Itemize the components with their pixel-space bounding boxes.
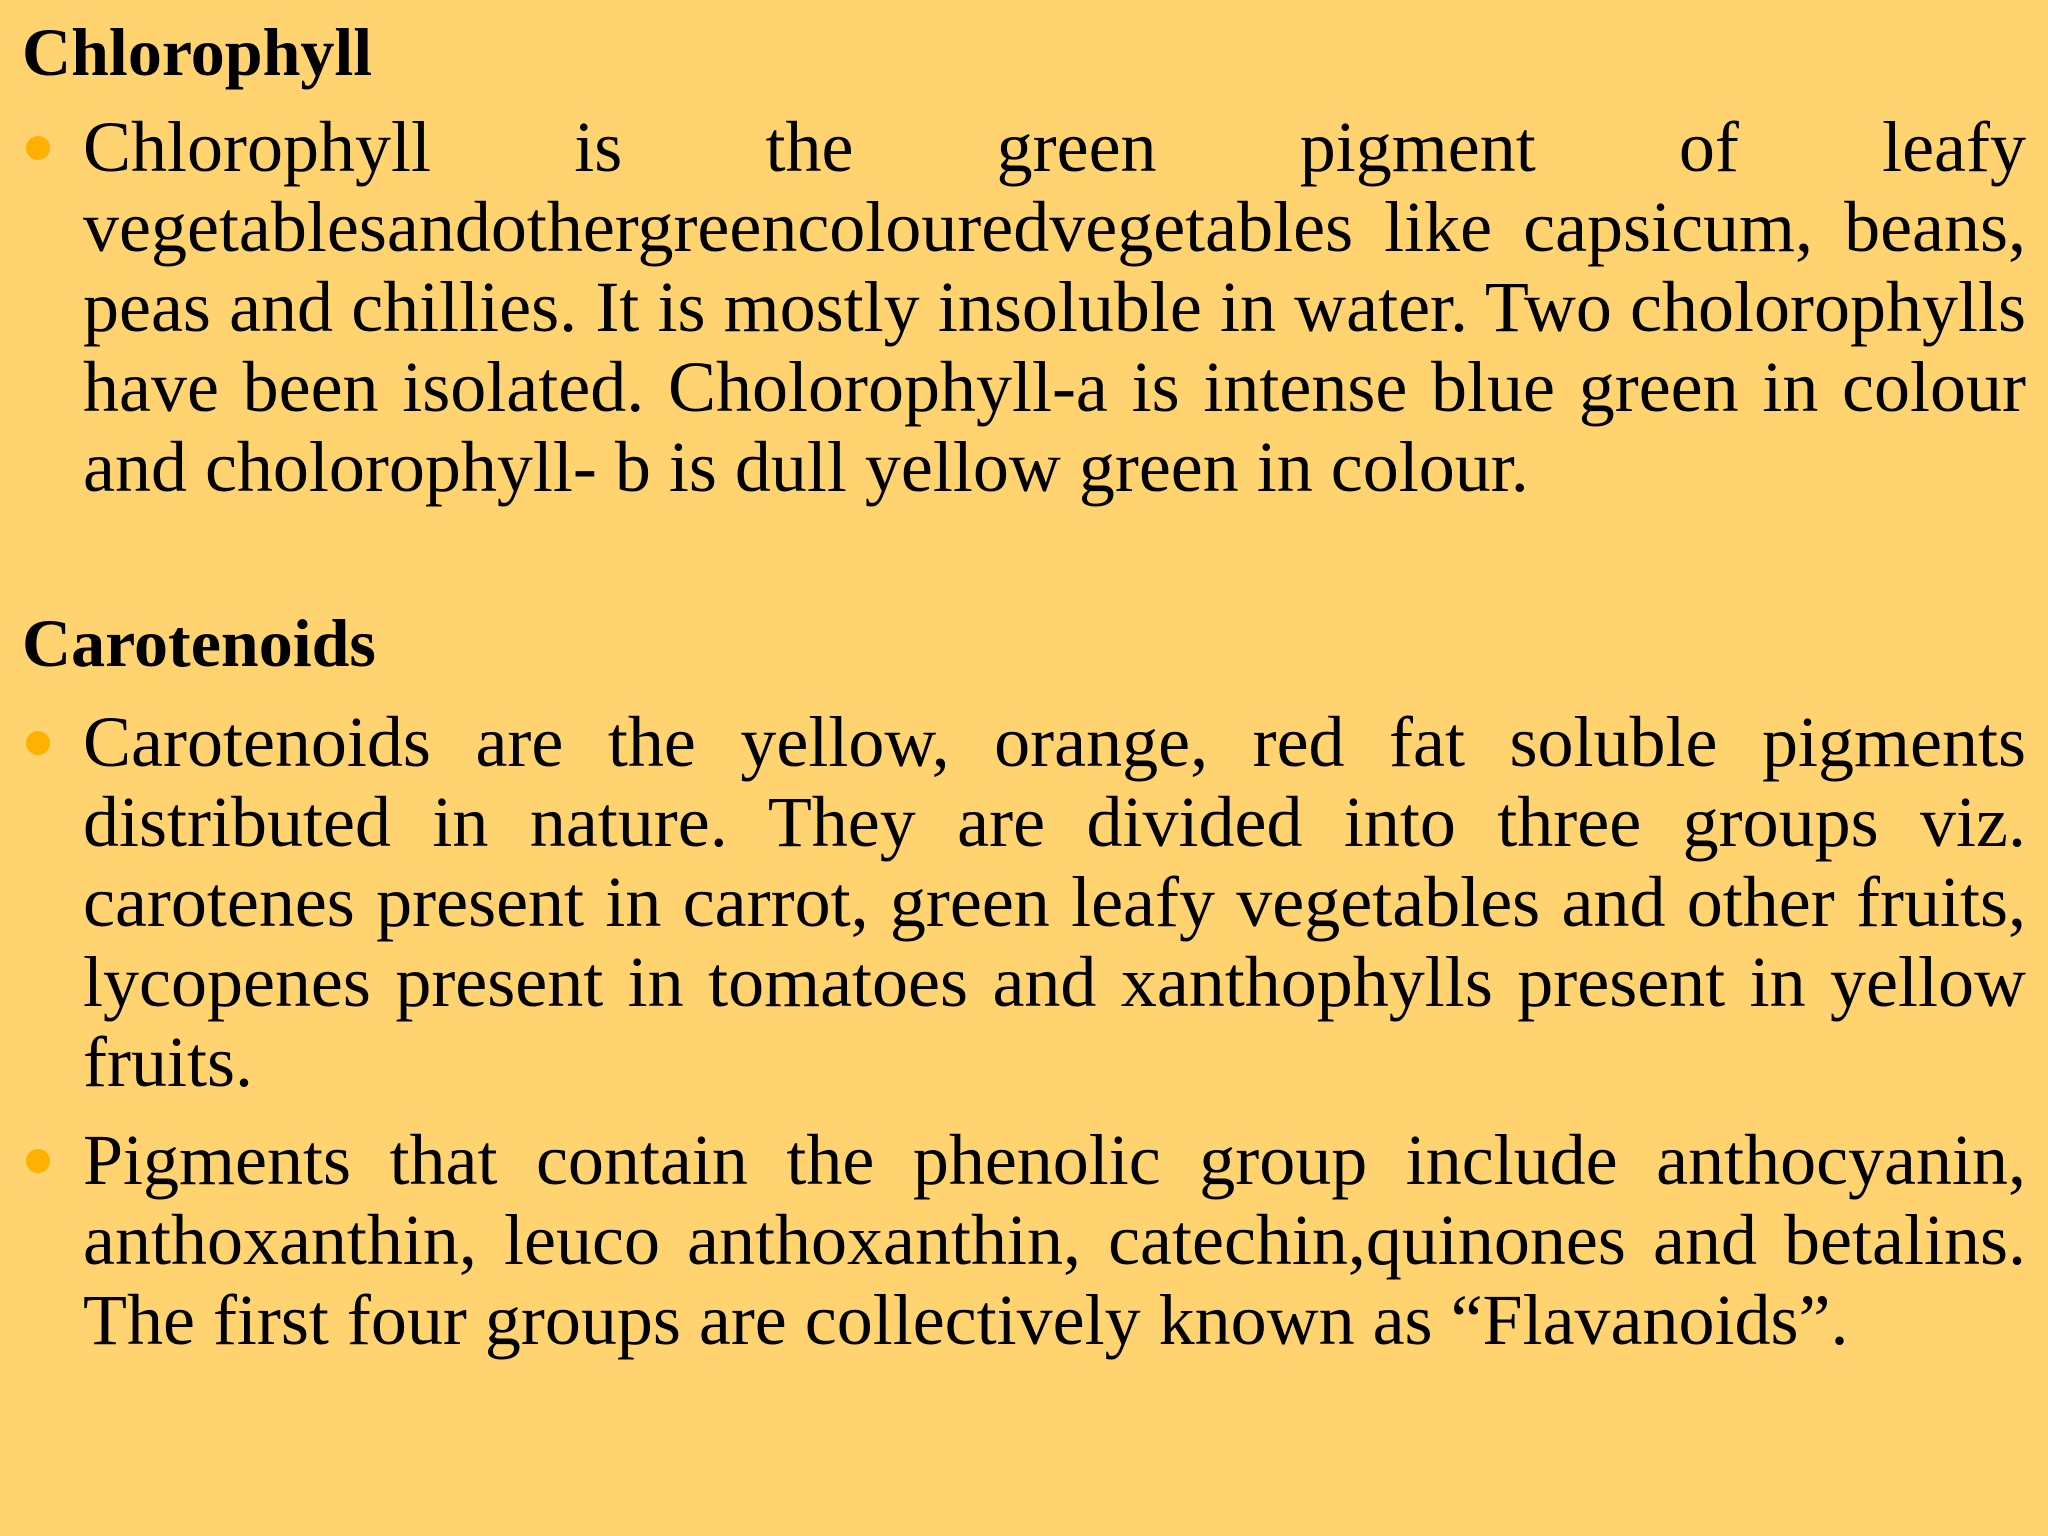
heading-carotenoids: Carotenoids — [22, 605, 376, 681]
bullet-dot-icon — [26, 731, 50, 755]
paragraph-phenolic-pigments: Pigments that contain the phenolic group include anthocyanin, anthoxanthin, leuco anthoxanthin, catechin,quinones and betalins. The first four groups are collectively known as “Flavanoids”. — [83, 1120, 2026, 1360]
bullet-dot-icon — [26, 1149, 50, 1173]
heading-chlorophyll: Chlorophyll — [22, 14, 373, 90]
bullet-dot-icon — [26, 136, 50, 160]
paragraph-chlorophyll: Chlorophyll is the green pigment of leafy vegetablesandothergreencolouredvegetables like capsicum, beans, peas and chillies. It is mostly insoluble in water. Two cholorophylls have been isolated. Cholorophyll-a is intense blue green in colour and cholorophyll- b is dull yellow green in colour. — [83, 107, 2026, 507]
paragraph-carotenoids: Carotenoids are the yellow, orange, red fat soluble pigments distributed in nature. They are divided into three groups viz. carotenes present in carrot, green leafy vegetables and other fruits, lycopenes present in tomatoes and xanthophylls present in yellow fruits. — [83, 702, 2026, 1102]
